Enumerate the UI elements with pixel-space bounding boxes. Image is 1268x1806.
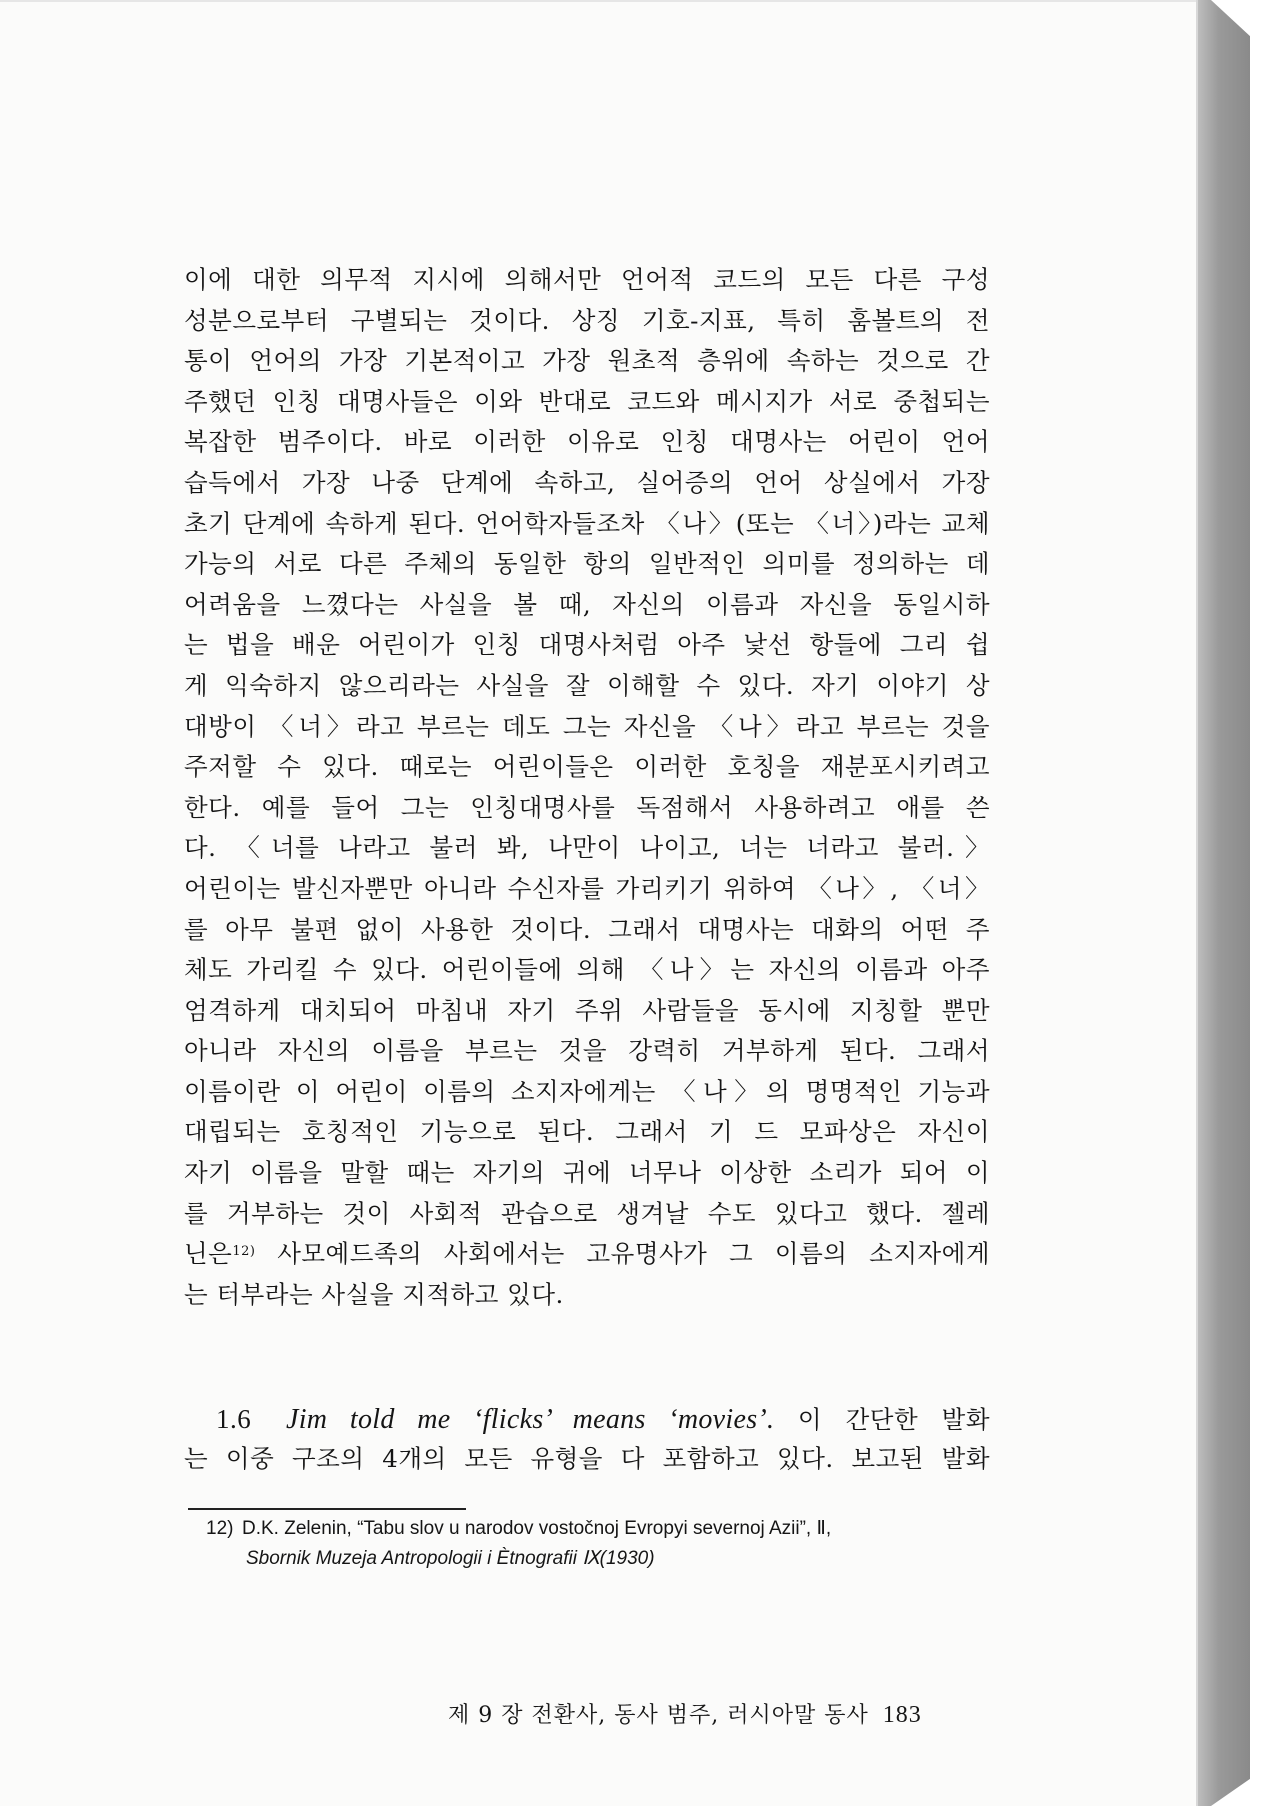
- body-line: 어린이는 발신자뿐만 아니라 수신자를 가리키기 위하여 〈나〉, 〈너〉: [184, 873, 990, 903]
- body-line: 자기 이름을 말할 때는 자기의 귀에 너무나 이상한 소리가 되어 이: [184, 1158, 990, 1188]
- body-line: 는 법을 배운 어린이가 인칭 대명사처럼 아주 낯선 항들에 그리 쉽: [184, 630, 990, 660]
- body-line: 를 거부하는 것이 사회적 관습으로 생겨날 수도 있다고 했다. 젤레: [184, 1198, 990, 1228]
- footnote-citation: D.K. Zelenin, “Tabu slov u narodov vostočnoj Evropyi severnoj Azii”, Ⅱ,: [242, 1518, 832, 1539]
- section-1-6: [184, 1399, 990, 1479]
- body-line: 이에 대한 의무적 지시에 의해서만 언어적 코드의 모든 다른 구성: [184, 265, 990, 294]
- running-footer: [448, 1698, 988, 1729]
- body-line: 게 익숙하지 않으리라는 사실을 잘 이해할 수 있다. 자기 이야기 상: [184, 670, 990, 700]
- section-heading-line: [184, 1399, 990, 1439]
- body-line: 주했던 인칭 대명사들은 이와 반대로 코드와 메시지가 서로 중첩되는: [184, 386, 990, 416]
- body-line-with-footnote: [184, 1234, 990, 1275]
- footnote-divider: [188, 1508, 466, 1510]
- chapter-title: 제 9 장 전환사, 동사 범주, 러시아말 동사: [448, 1703, 869, 1728]
- body-line: 어려움을 느꼈다는 사실을 볼 때, 자신의 이름과 자신을 동일시하: [184, 589, 990, 619]
- section-line-2: 는 이중 구조의 4개의 모든 유형을 다 포함하고 있다. 보고된 발화: [184, 1444, 990, 1473]
- body-line: 대방이 〈너〉라고 부르는 데도 그는 자신을 〈나〉라고 부르는 것을: [184, 711, 990, 741]
- body-line: 가능의 서로 다른 주체의 동일한 항의 일반적인 의미를 정의하는 데: [184, 549, 990, 579]
- body-line: 초기 단계에 속하게 된다. 언어학자들조차 〈나〉(또는 〈너〉)라는 교체: [184, 508, 990, 538]
- body-paragraph: [184, 260, 990, 1315]
- footnote-ref: 12): [206, 1518, 234, 1539]
- body-line: 습득에서 가장 나중 단계에 속하고, 실어증의 언어 상실에서 가장: [184, 467, 990, 497]
- section-example: Jim told me ‘flicks’ means ‘movies’.: [286, 1404, 775, 1435]
- body-line: 한다. 예를 들어 그는 인칭대명사를 독점해서 사용하려고 애를 쓴: [184, 792, 990, 822]
- book-spine: [1198, 0, 1250, 1806]
- body-line: 체도 가리킬 수 있다. 어린이들에 의해 〈나〉는 자신의 이름과 아주: [184, 955, 990, 985]
- body-line: 주저할 수 있다. 때로는 어린이들은 이러한 호칭을 재분포시키려고: [184, 752, 990, 782]
- body-line: 복잡한 범주이다. 바로 이러한 이유로 인칭 대명사는 어린이 언어: [184, 427, 990, 457]
- page-number: 183: [882, 1702, 922, 1728]
- body-line: 이름이란 이 어린이 이름의 소지자에게는 〈나〉의 명명적인 기능과: [184, 1076, 990, 1106]
- footnote-line-2: Sbornik Muzeja Antropologii i Ètnografii Ⅸ(1930): [246, 1548, 655, 1569]
- body-line-post: 사모예드족의 사회에서는 고유명사가 그 이름의 소지자에게: [255, 1239, 990, 1269]
- body-line: 아니라 자신의 이름을 부르는 것을 강력히 거부하게 된다. 그래서: [184, 1036, 990, 1066]
- section-line1-rest: 이 간단한 발화: [797, 1405, 991, 1434]
- section-number: 1.6: [216, 1404, 252, 1434]
- footnote-line-1: [206, 1514, 996, 1544]
- body-line: 엄격하게 대치되어 마침내 자기 주위 사람들을 동시에 지칭할 뿐만: [184, 995, 990, 1025]
- body-line: 대립되는 호칭적인 기능으로 된다. 그래서 기 드 모파상은 자신이: [184, 1117, 990, 1147]
- body-line-last: 는 터부라는 사실을 지적하고 있다.: [184, 1279, 564, 1309]
- footnote-12: [206, 1514, 996, 1574]
- body-line: 통이 언어의 가장 기본적이고 가장 원초적 층위에 속하는 것으로 간: [184, 346, 990, 376]
- footnote-marker: 12): [232, 1244, 256, 1260]
- body-line: 를 아무 불편 없이 사용한 것이다. 그래서 대명사는 대화의 어떤 주: [184, 914, 990, 944]
- body-line: 성분으로부터 구별되는 것이다. 상징 기호-지표, 특히 훔볼트의 전: [184, 305, 990, 335]
- body-line-pre: 닌은: [184, 1239, 233, 1269]
- body-line: 다. 〈너를 나라고 불러 봐, 나만이 나이고, 너는 너라고 불러.〉: [184, 833, 990, 863]
